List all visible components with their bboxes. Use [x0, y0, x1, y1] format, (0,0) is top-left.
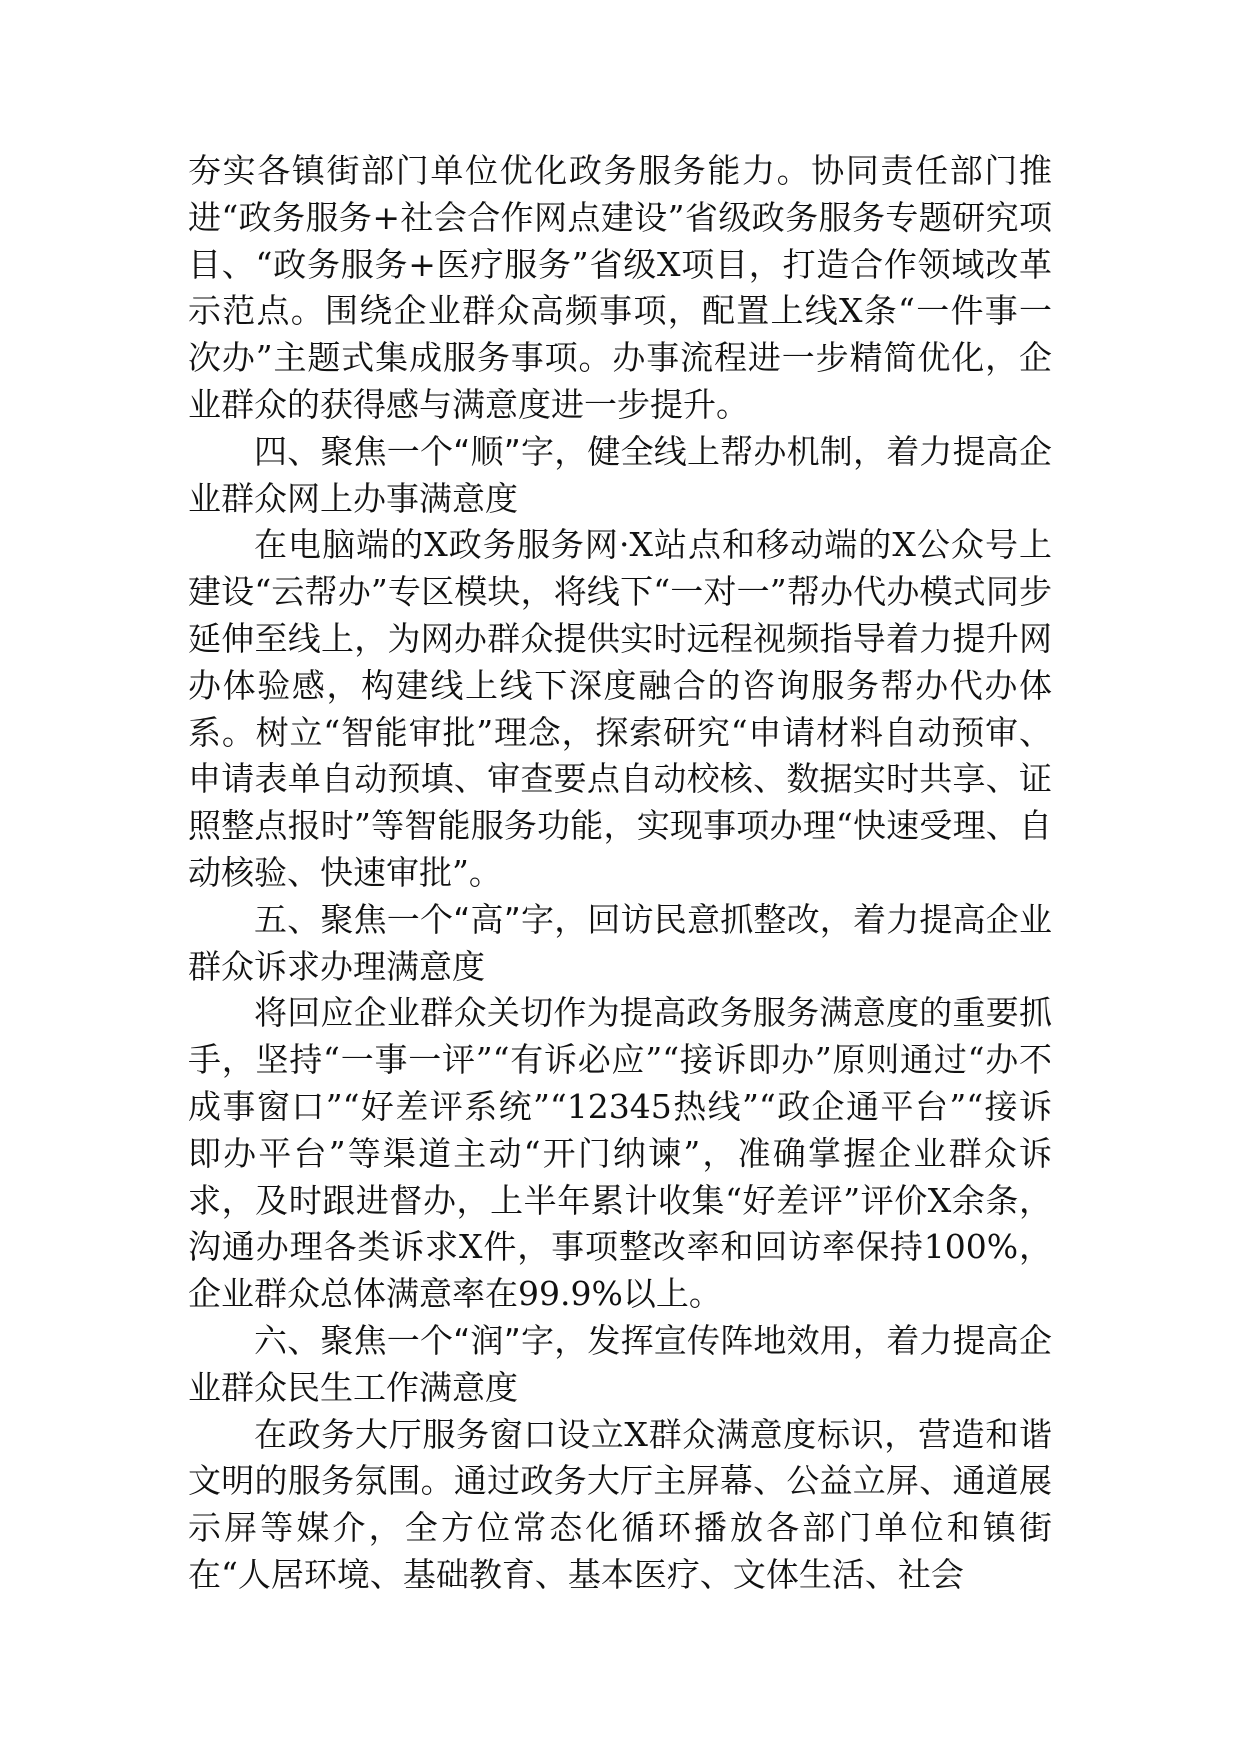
document-page — [188, 148, 1052, 1599]
section-heading-5: 五、聚焦一个“高”字，回访民意抓整改，着力提高企业群众诉求办理满意度 — [188, 899, 1052, 986]
body-paragraph: 将回应企业群众关切作为提高政务服务满意度的重要抓手，坚持“一事一评”“有诉必应”“接诉即办”原则通过“办不成事窗口”“好差评系统”“12345热线”“政企通平台”“接诉即办平台”等渠道主动“开门纳谏”，准确掌握企业群众诉求，及时跟进督办，上半年累计收集“好差评”评价X余条，沟通办理各类诉求X件，事项整改率和回访率保持100%，企业群众总体满意率在99.9%以上。 — [188, 993, 1052, 1314]
body-paragraph: 在政务大厅服务窗口设立X群众满意度标识，营造和谐文明的服务氛围。通过政务大厅主屏幕、公益立屏、通道展示屏等媒介，全方位常态化循环播放各部门单位和镇街在“人居环境、基础教育、基本医疗、文体生活、社会 — [188, 1414, 1052, 1594]
section-heading-6: 六、聚焦一个“润”字，发挥宣传阵地效用，着力提高企业群众民生工作满意度 — [188, 1320, 1052, 1407]
section-heading-4: 四、聚焦一个“顺”字，健全线上帮办机制，着力提高企业群众网上办事满意度 — [188, 431, 1052, 518]
body-paragraph: 夯实各镇街部门单位优化政务服务能力。协同责任部门推进“政务服务+社会合作网点建设”省级政务服务专题研究项目、“政务服务+医疗服务”省级X项目，打造合作领域改革示范点。围绕企业群众高频事项，配置上线X条“一件事一次办”主题式集成服务事项。办事流程进一步精简优化，企业群众的获得感与满意度进一步提升。 — [188, 151, 1052, 424]
body-paragraph: 在电脑端的X政务服务网·X站点和移动端的X公众号上建设“云帮办”专区模块，将线下“一对一”帮办代办模式同步延伸至线上，为网办群众提供实时远程视频指导着力提升网办体验感，构建线上线下深度融合的咨询服务帮办代办体系。树立“智能审批”理念，探索研究“申请材料自动预审、申请表单自动预填、审查要点自动校核、数据实时共享、证照整点报时”等智能服务功能，实现事项办理“快速受理、自动核验、快速审批”。 — [188, 525, 1052, 892]
